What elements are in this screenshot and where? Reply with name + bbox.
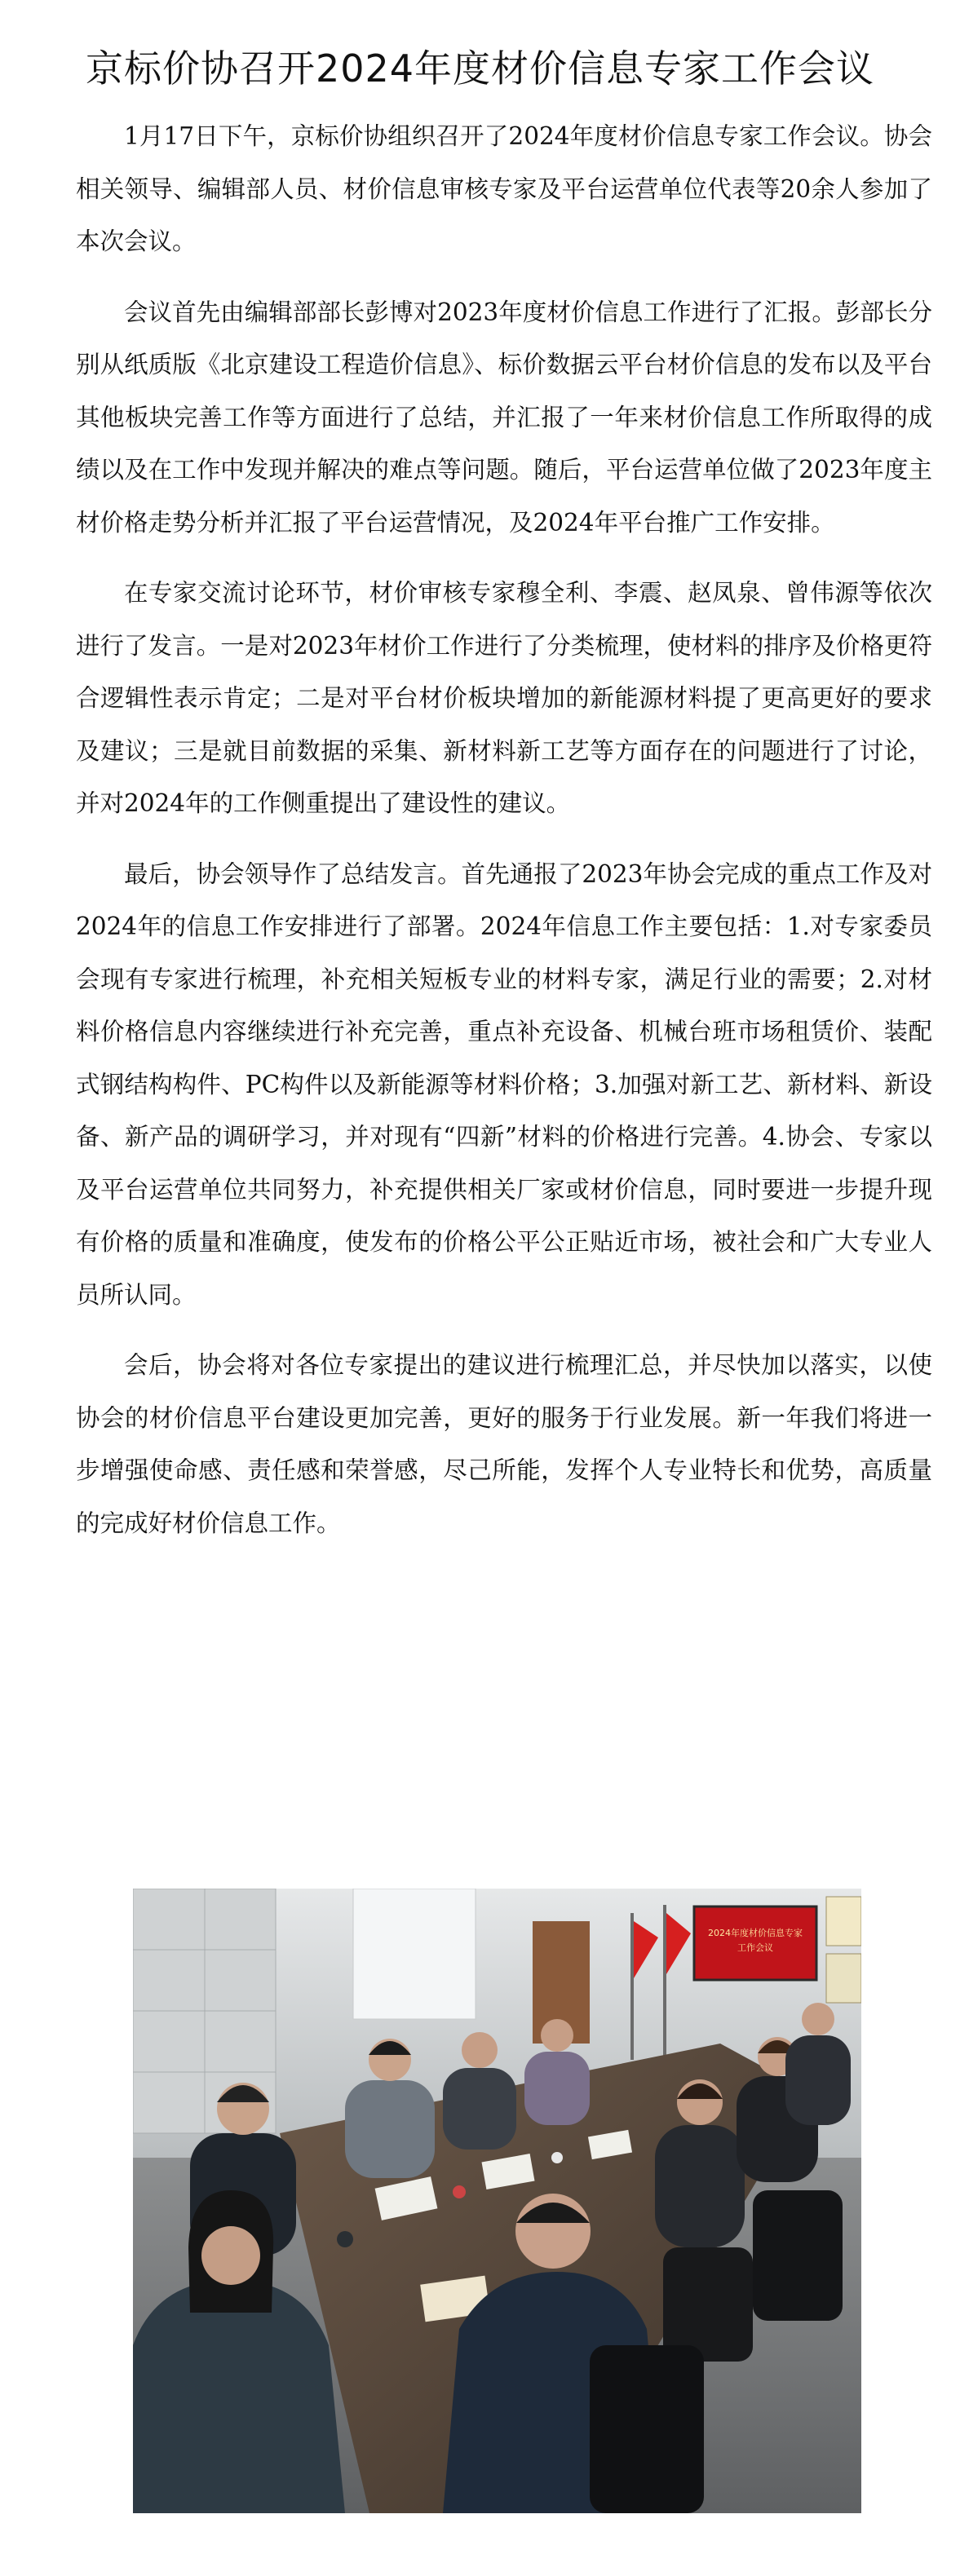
cup (453, 2185, 466, 2198)
meeting-photo (133, 1889, 861, 2513)
paragraph-1: 1月17日下午，京标价协组织召开了2024年度材价信息专家工作会议。协会相关领导、编辑部人员、材价信息审核专家及平台运营单位代表等20余人参加了本次会议。 (76, 122, 932, 255)
paragraph-4: 最后，协会领导作了总结发言。首先通报了2023年协会完成的重点工作及对2024年的信息工作安排进行了部署。2024年信息工作主要包括：1.对专家委员会现有专家进行梳理，补充相关短板专业的材料专家，满足行业的需要；2.对材料价格信息内容继续进行补充完善，重点补充设备、机械台班市场租赁价、装配式钢结构构件、PC构件以及新能源等材料价格；3.加强对新工艺、新材料、新设备、新产品的调研学习，并对现有“四新”材料的价格进行完善。4.协会、专家以及平台运营单位共同努力，补充提供相关厂家或材价信息，同时要进一步提升现有价格的质量和准确度，使发布的价格公平公正贴近市场，被社会和广大专业人员所认同。 (76, 859, 932, 1309)
office-chair (753, 2190, 843, 2321)
paragraph-3: 在专家交流讨论环节，材价审核专家穆全利、李震、赵凤泉、曾伟源等依次进行了发言。一是对2023年材价工作进行了分类梳理，使材料的排序及价格更符合逻辑性表示肯定；二是对平台材价板块增加的新能源材料提了更高更好的要求及建议；三是就目前数据的采集、新材料新工艺等方面存在的问题进行了讨论，并对2024年的工作侧重提出了建设性的建议。 (76, 579, 932, 817)
screen-title-line2: 工作会议 (737, 1942, 773, 1953)
cup (551, 2152, 563, 2163)
office-chair (590, 2345, 704, 2513)
wall-certificate (826, 1954, 861, 2003)
paragraph-2: 会议首先由编辑部部长彭博对2023年度材价信息工作进行了汇报。彭部长分别从纸质版《北京建设工程造价信息》、标价数据云平台材价信息的发布以及平台其他板块完善工作等方面进行了总结，并汇报了一年来材价信息工作所取得的成绩以及在工作中发现并解决的难点等问题。随后，平台运营单位做了2023年度主材价格走势分析并汇报了平台运营情况，及2024年平台推广工作安排。 (76, 298, 932, 537)
wall-certificate (826, 1897, 861, 1946)
screen-title-line1: 2024年度材价信息专家 (708, 1928, 803, 1938)
window (353, 1889, 476, 2019)
paragraph-5: 会后，协会将对各位专家提出的建议进行梳理汇总，并尽快加以落实，以使协会的材价信息平台建设更加完善，更好的服务于行业发展。新一年我们将进一步增强使命感、责任感和荣誉感，尽己所能，发挥个人专业特长和优势，高质量的完成好材价信息工作。 (76, 1351, 932, 1537)
cup (337, 2231, 353, 2247)
article-title: 京标价协召开2024年度材价信息专家工作会议 (85, 46, 875, 91)
office-chair (663, 2247, 753, 2362)
meeting-photo-illustration (133, 1889, 861, 2513)
article-body (76, 110, 932, 1567)
